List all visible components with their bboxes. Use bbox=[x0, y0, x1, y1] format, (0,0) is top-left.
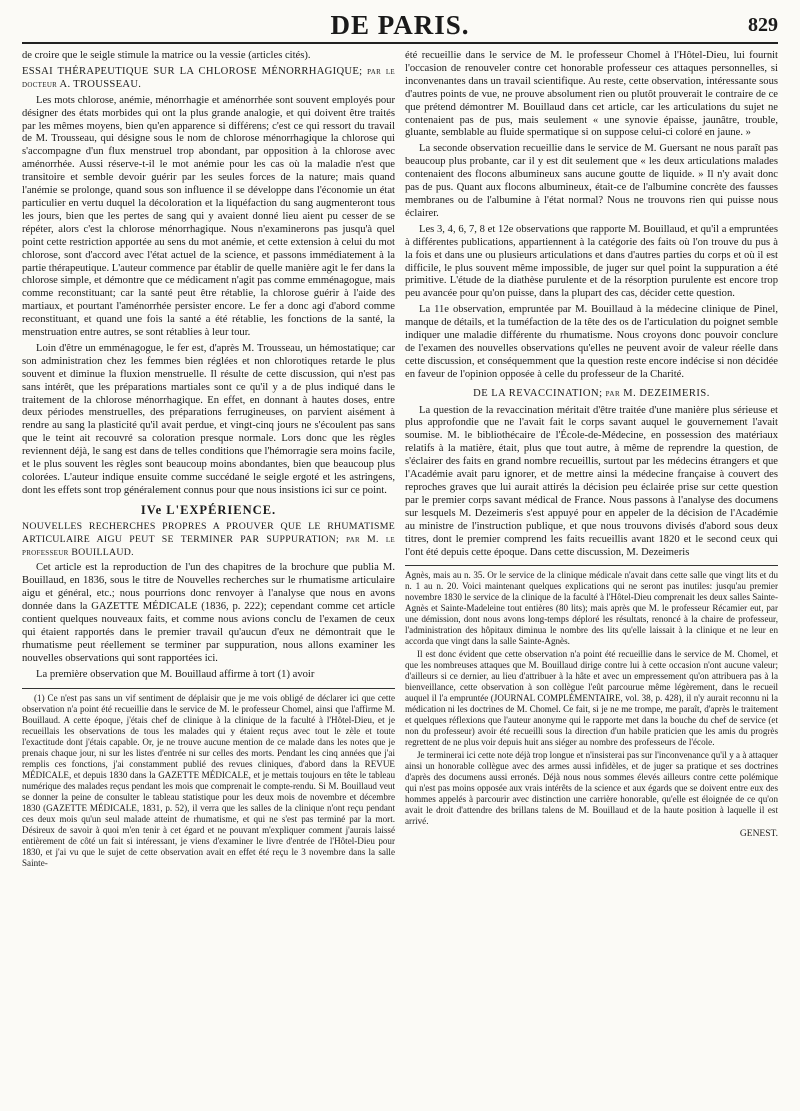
footnote-divider bbox=[22, 688, 395, 689]
left-paragraph-2: Loin d'être un emménagogue, le fer est, d'après M. Trousseau, un hémostatique; car son administration chez les femmes bien réglées et non chlorotiques retarde le plus souvent et diminue la fluxion menstruelle. Il résulte de cette discussion, qui n'est pas sans intérêt, que les préparations martiales sont ce qu'il y a de plus indiqué dans le traitement de la chlorose ménorrhagique. En effet, en donnant à hautes doses, entre deux périodes menstruelles, des préparations ferrugineuses, on parvient aisément à rendre au sang la plasticité qu'il avait perdue, et vingt-cinq jours ne s'écoulent pas sans que le teint ait recouvré sa coloration presque normale. Lors donc que les règles reviennent déjà, le sang est dans de telles conditions que l'hémorragie sera moins facile, et le plus souvent les règles sont beaucoup moins abondantes, bien que beaucoup plus colorées. L'auteur indique ensuite comme succédané le seigle ergoté et les astringens, dont les effets sont trop généralement connus pour que nous insistions ici sur ce point. bbox=[22, 342, 395, 496]
footnote-left bbox=[22, 693, 395, 869]
right-paragraph-5: La question de la revaccination méritait d'être traitée d'une manière plus sérieuse et plus approfondie que ne l'avait fait le corps savant auquel le gouvernement l'avait soumise. M. le bibliothécaire de l'École-de-Médecine, en possession des matériaux relatifs à la matière, était, plus que tout autre, à même de reprendre la question, de s'éclairer des faits en grand nombre recueillis, surtout par les médecins étrangers et que l'Académie avait paru ignorer, et de mettre ainsi la médecine française à couvert des reproches graves que lui aurait attirés la décision peu éclairée prise sur cette question par le premier corps savant médical de France. Nous passons à l'analyse des documens sur lesquels M. Dezeimeris s'est appuyé pour en appeler de la décision de l'Académie au ministre de l'instruction publique, et que nous trouvons divisés d'abord sous deux titres, dont le premier comprend les faits recueillis avant 1820 et le second ceux qui l'ont été depuis cette époque. Dans cette discussion, M. Dezeimeris bbox=[405, 404, 778, 558]
left-paragraph-4: La première observation que M. Bouillaud affirme à tort (1) avoir bbox=[36, 668, 315, 680]
right-paragraph-3: Les 3, 4, 6, 7, 8 et 12e observations que rapporte M. Bouillaud, et qu'il a empruntées à différentes publications, appartiennent à la catégorie des faits où l'on trouve du pus à la fois et dans une ou plusieurs articulations et dans d'autres parties du corps et où il est difficile, le plus souvent même impossible, de juger sur quel point la suppuration a été primitive. L'étude de la diathèse purulente et de la résorption purulente est encore trop peu avancée pour qu'on puisse, dans la plupart des cas, décider cette question. bbox=[405, 223, 778, 300]
footnote-divider-right bbox=[405, 565, 778, 566]
footnote-right bbox=[405, 570, 778, 840]
essay-heading: ESSAI THÉRAPEUTIQUE SUR LA CHLOROSE MÉNORRHAGIQUE; par le docteur A. TROUSSEAU. bbox=[22, 65, 395, 90]
left-column bbox=[22, 50, 395, 871]
left-paragraph-3: Cet article est la reproduction de l'un des chapitres de la brochure que publia M. Bouillaud, en 1836, sous le titre de Nouvelles recherches sur le rhumatisme articulaire aigu et général, etc.; nous pourrions donc renvoyer à l'analyse que nous en avons donnée dans la GAZETTE MÉDICALE (1836, p. 222); cependant comme cet article contient quelques nouveaux faits, et comme nous avions conclu de l'examen de ceux qui étaient rapportés dans le premier travail qu'aucun d'eux ne démontrait que le rhumatisme peut réellement se terminer par suppuration, nous allons examiner les nouvelles observations qui sont rapportées ici. bbox=[22, 562, 395, 664]
left-paragraph-1: Les mots chlorose, anémie, ménorrhagie et aménorrhée sont souvent employés pour désigner des états morbides qui ont la plus grande analogie, et qui doivent être traités par les mêmes moyens, bien qu'en apparence si différens; c'est ce qui ressort du travail de M. Trousseau, qui désigne sous le nom de chlorose ménorrhagique la chlorose qui s'accompagne d'un flux menstruel trop abondant, par opposition à la chlorose avec aménorrhée. Aussi réserve-t-il le mot anémie pour les cas où la maladie n'est que transitoire et semble devoir guérir par les seules forces de la nature; mais quand l'anémie se prolonge, quand sous son influence il se développe dans l'économie un état particulier en vertu duquel la décoloration et la liquéfaction du sang augmenteront tous les jours, bien que les pertes de sang qui y avaient donné lieu aient pu cesser de se répéter, alors c'est la chlorose ménorrhagique. Nous n'examinerons pas jusqu'à quel point cette restriction apportée au sens du mot anémie, et cette extension à celui du mot chlorose, sont d'accord avec l'état actuel de la science, et passons immédiatement à la partie thérapeutique. L'auteur commence par établir de quelle manière agit le fer dans la chlorose simple, et démontre que ce médicament n'agit pas comme emménagogue, mais comme reconstituant; car la santé peut être rétablie, la chlorose guérir à l'aide des martiaux, et pourtant l'aménorrhée persister encore. Le fer a donc agi d'abord comme reconstituant, et quand une fois la santé a été rétablie, les fonctions de la santé, la menstruation entre autres, se sont rétablies à leur tour. bbox=[22, 94, 395, 339]
right-column bbox=[405, 50, 778, 871]
right-paragraph-4: La 11e observation, empruntée par M. Bouillaud à la médecine clinique de Pinel, manque de détails, et la tuméfaction de la tête des os de l'articulation du poignet semble indiquer une maladie différente du rhumatisme. Nous croyons donc pouvoir conclure de l'examen des nouvelles observations qu'elles ne peuvent avoir de valeur réelle dans cette discussion, et conséquemment que la question reste encore indécise si non décidée en faveur de l'opinion opposée à celle du professeur de la Charité. bbox=[405, 304, 778, 380]
signature: GENEST. bbox=[739, 829, 778, 840]
section-heading-revaccination: DE LA REVACCINATION; par M. DEZEIMERIS. bbox=[473, 387, 710, 399]
page-header bbox=[22, 8, 778, 44]
footnote-continuation: Agnès, mais au n. 35. Or le service de la clinique médicale n'avait dans cette salle que vingt lits et du n. 1 au n. 20. Voici maintenant quelques explications qui ne seront pas inutiles: jusqu'au premier novembre 1830 le service de la clinique de la faculté à l'Hôtel-Dieu comprenait les deux salles Sainte-Agnès et Sainte-Madeleine tout entières (80 lits); mais après que M. le professeur Récamier eut, par une démission, dont nous avons long-temps déploré les résultats, renoncé à la chaire de professeur, l'administration des hôpitaux diminua le nombre des lits qu'elle laissait à la clinique et ne leur en accorda que vingt dans la salle Sainte-Agnès. bbox=[405, 570, 778, 647]
right-paragraph-2: La seconde observation recueillie dans le service de M. Guersant ne nous paraît pas beaucoup plus probante, car il y est dit seulement que « les deux articulations malades contenaient des flocons albumineux sans aucune goutte de liquide. » Il n'y avait donc pas de pus. Quant aux flocons albumineux, était-ce de l'albumine concrète des fausses membranes ou de l'albumine à l'état normal? Nous ne trouvons rien qui puisse nous éclairer. bbox=[405, 143, 778, 219]
page-title: DE PARIS. bbox=[330, 10, 470, 40]
footnote-text: (1) Ce n'est pas sans un vif sentiment de déplaisir que je me vois obligé de déclarer ici que cette observation n'a point été recueillie dans le service de M. le professeur Chomel, ainsi que l'affirme M. Bouillaud. A cette époque, j'étais chef de clinique à la clinique de la faculté à l'Hôtel-Dieu, et je recueillais les observations de tous les malades qui y étaient reçus avec tout le zèle et toute l'exactitude dont j'étais capable. Or, je ne trouve aucune mention de ce malade dans les notes que je prenais chaque jour, ni sur les listes d'entrée ni sur celles des morts. Pendant les cinq années que j'ai remplis ces fonctions, j'ai constamment publié des revues cliniques, d'abord dans la REVUE MÉDICALE, et depuis 1830 dans la GAZETTE MÉDICALE, et je mettais toujours en tête le tableau numérique des malades reçus pendant les mois que comprenait le compte-rendu. Si M. Bouillaud veut se donner la peine de consulter le tableau statistique pour les deux mois de novembre et décembre 1830 (GAZETTE MÉDICALE, 1831, p. 52), il verra que les salles de la clinique n'ont reçu pendant ces deux mois qu'un seul malade atteint de rhumatisme, et qui ne s'est pas terminé par la mort. Désireux de savoir à quoi m'en tenir à cet égard et ne pouvant m'expliquer comment j'aurais laissé entièrement de côté un fait si intéressant, je viens d'examiner le livre d'entrée de l'Hôtel-Dieu pour 1830, et j'ai vu que le sujet de cette observation avait en effet été reçu le 3 novembre dans la salle Sainte- bbox=[22, 692, 395, 868]
right-paragraph-1: été recueillie dans le service de M. le professeur Chomel à l'Hôtel-Dieu, lui fournit l'occasion de renouveler contre cet honorable professeur ces attaques personnelles, si inconvenantes dans un travail scientifique. Au reste, cette observation, intéressante sous d'autres points de vue, ne prouve absolument rien ou plutôt prouverait le contraire de ce que prétend démontrer M. Bouillaud dans cet article, car les articulations du sujet ne contenaient pas de pus, mais seulement « une synovie épaisse, jaunâtre, trouble, gluante, semblable au fluide spermatique si on suppose celui-ci coloré en jaune. » bbox=[405, 50, 778, 139]
section-heading-experience: IVe L'EXPÉRIENCE. bbox=[140, 502, 277, 517]
page-number: 829 bbox=[748, 14, 778, 36]
left-paragraph-0: de croire que le seigle stimule la matrice ou la vessie (articles cités). bbox=[22, 50, 311, 61]
footnote-paragraph-3: Je terminerai ici cette note déjà trop longue et n'insisterai pas sur l'inconvenance qu'il y a à attaquer ainsi un honorable collègue avec des armes aussi infidèles, et de juger sa pratique et ses doctrines d'après des documens aussi erronés. Déjà nous nous sommes élevés ailleurs contre cette polémique qui n'est pas moins opposée aux vrais intérêts de la science et aux égards que se doivent entre eux des hommes appelés à parcourir avec distinction une carrière honorable, qu'elle est éloignée de ce qu'on avait le droit d'attendre des brillans talens de M. Bouillaud et de la haute position à laquelle il est arrivé. bbox=[405, 750, 778, 827]
footnote-paragraph-2: Il est donc évident que cette observation n'a point été recueillie dans le service de M. Chomel, et que les nombreuses attaques que M. Bouillaud dirige contre lui à cette occasion n'ont aucune valeur; d'ailleurs si ce dernier, au lieu d'attribuer à la hâte et avec un empressement qu'on attribuera pas à la bienveillance, cette observation à son collègue l'eût parcourue même légèrement, dans le recueil auquel il l'a empruntée (JOURNAL COMPLÉMENTAIRE, vol. 38, p. 428), il n'y aurait reconnu ni la médication ni les doctrines de M. Chomel. Ce fait, si je ne me trompe, me paraît, d'après le traitement et quelques réflexions que l'auteur anonyme qui le rapporte met dans la bouche du chef de service (et non du professeur) avoir été recueilli sous la direction d'un habile praticien que les amis du progrès regrettent de ne plus voir depuis huit ans siéger au nombre des professeurs de l'école. bbox=[405, 649, 778, 748]
article-heading: NOUVELLES RECHERCHES PROPRES A PROUVER QUE LE RHUMATISME ARTICULAIRE AIGU PEUT SE TERMINER PAR SUPPURATION; par M. le professeur BOUILLAUD. bbox=[22, 520, 395, 558]
